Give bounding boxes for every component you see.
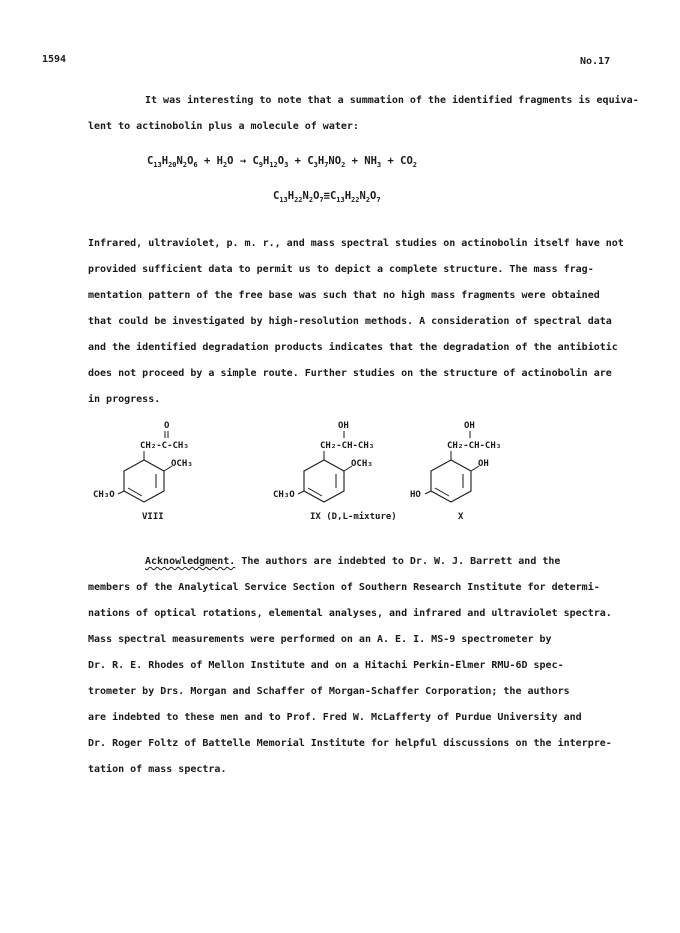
acknowledgment-line-7: are indebted to these men and to Prof. Fred W. McLafferty of Purdue University and	[88, 712, 582, 723]
x-ring-sub: OH	[478, 459, 489, 469]
acknowledgment-first-line: The authors are indebted to Dr. W. J. Barrett and the	[235, 556, 561, 567]
ix-ring-sub: OCH₃	[351, 459, 373, 469]
ix-para-sub: CH₃O	[273, 490, 295, 500]
x-para-sub: HO	[410, 490, 421, 500]
paragraph-line-3: mentation pattern of the free base was such that no high mass fragments were obtained	[88, 290, 600, 301]
viii-chain: CH₂-C-CH₃	[140, 441, 189, 451]
viii-top: O	[164, 421, 170, 431]
structure-ix	[273, 421, 397, 522]
ix-chain: CH₂-CH-CH₃	[320, 441, 375, 451]
x-top: OH	[464, 421, 475, 431]
acknowledgment-line-4: Mass spectral measurements were performed on an A. E. I. MS-9 spectrometer by	[88, 634, 552, 645]
intro-line-2: lent to actinobolin plus a molecule of water:	[88, 121, 359, 132]
paragraph-line-6: does not proceed by a simple route. Further studies on the structure of actinobolin are	[88, 368, 612, 379]
acknowledgment-line-9: tation of mass spectra.	[88, 764, 227, 775]
acknowledgment-line-6: trometer by Drs. Morgan and Schaffer of Morgan-Schaffer Corporation; the authors	[88, 686, 570, 697]
viii-label: VIII	[142, 512, 164, 522]
acknowledgment-line-8: Dr. Roger Foltz of Battelle Memorial Institute for helpful discussions on the interpre-	[88, 738, 612, 749]
structure-viii	[93, 421, 193, 522]
acknowledgment-heading: Acknowledgment.	[145, 556, 236, 567]
paragraph-line-4: that could be investigated by high-resolution methods. A consideration of spectral data	[88, 316, 612, 327]
ix-label: IX (D,L-mixture)	[310, 512, 397, 522]
paragraph-line-5: and the identified degradation products indicates that the degradation of the antibiotic	[88, 342, 618, 353]
acknowledgment-line-2: members of the Analytical Service Section of Southern Research Institute for determi-	[88, 582, 600, 593]
acknowledgment-line-1	[145, 556, 560, 567]
paragraph-line-7: in progress.	[88, 394, 161, 405]
paragraph-line-1: Infrared, ultraviolet, p. m. r., and mass spectral studies on actinobolin itself have not	[88, 238, 624, 249]
acknowledgment-line-3: nations of optical rotations, elemental analyses, and infrared and ultraviolet spectra.	[88, 608, 612, 619]
viii-para-sub: CH₃O	[93, 490, 115, 500]
page-number: 1594	[42, 54, 67, 65]
equation-reaction: $C_{13}H_{20}N_2O_6 + H_2O \to C_9H_{12}O_3 + C_3H_7NO_2 + NH_3 + CO_2$	[147, 155, 417, 170]
chemical-structures-figure	[93, 416, 560, 526]
intro-line-1: It was interesting to note that a summation of the identified fragments is equiva-	[145, 95, 639, 106]
structure-x	[410, 421, 501, 522]
x-label: X	[458, 512, 464, 522]
paragraph-line-2: provided sufficient data to permit us to depict a complete structure. The mass frag-	[88, 264, 594, 275]
x-chain: CH₂-CH-CH₃	[447, 441, 502, 451]
acknowledgment-line-5: Dr. R. E. Rhodes of Mellon Institute and on a Hitachi Perkin-Elmer RMU-6D spec-	[88, 660, 564, 671]
viii-ring-sub: OCH₃	[171, 459, 193, 469]
structures-svg	[93, 416, 560, 526]
journal-number: No.17	[580, 56, 611, 67]
equation-equivalence: $C_{13}H_{22}N_2O_7\equiv C_{13}H_{22}N_2O_7$	[273, 190, 381, 205]
ix-top: OH	[338, 421, 349, 431]
